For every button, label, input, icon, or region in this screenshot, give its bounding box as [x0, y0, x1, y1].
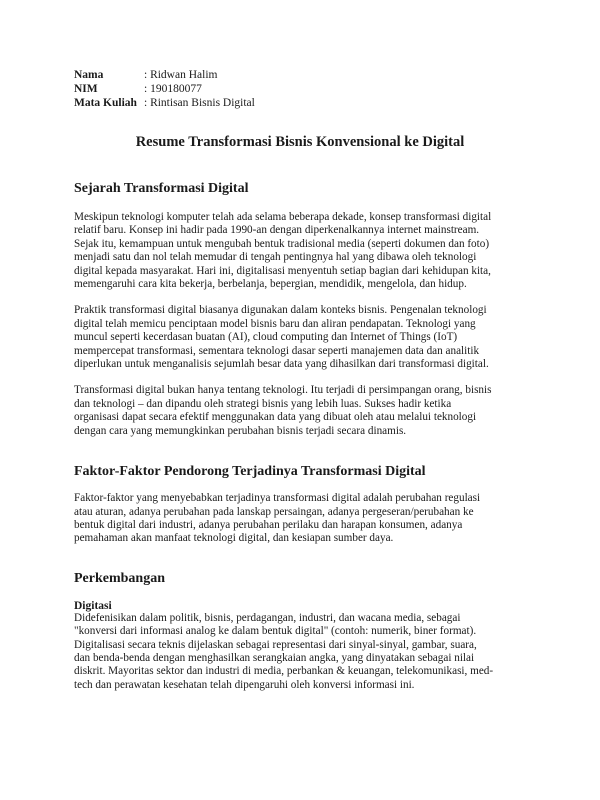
text-line: Transformasi digital bukan hanya tentang teknologi. Itu terjadi di persimpangan orang, bisnis: [74, 384, 492, 397]
section-heading-perkembangan: Perkembangan: [74, 570, 165, 586]
text-line: relatif baru. Konsep ini hadir pada 1990-an dengan diperkenalkannya internet mainstream.: [74, 224, 480, 237]
text-line: organisasi dapat secara efektif menggunakan data yang dibuat oleh atau melalui teknologi: [74, 411, 477, 424]
nim-value: : 190180077: [144, 83, 202, 95]
student-info: [74, 68, 526, 110]
paragraph-digitasi-1: [74, 612, 526, 692]
text-line: "konversi dari informasi analog ke dalam bentuk digital" (contoh: numerik, biner format).: [74, 625, 477, 638]
nama-label: Nama: [74, 69, 104, 81]
text-line: Digitalisasi secara teknis dijelaskan sebagai representasi dari sinyal-sinyal, gambar, suara,: [74, 638, 477, 651]
text-line: muncul seperti kecerdasan buatan (AI), cloud computing dan Internet of Things (IoT): [74, 331, 458, 344]
mata-kuliah-value: : Rintisan Bisnis Digital: [144, 97, 255, 109]
text-line: atau aturan, adanya perubahan pada lanskap persaingan, adanya pergeseran/perubahan ke: [74, 505, 474, 518]
text-line: dengan cara yang memungkinkan perubahan bisnis terjadi secara dinamis.: [74, 424, 407, 437]
meta-row-mata-kuliah: [74, 96, 526, 110]
text-line: diskrit. Mayoritas sektor dan industri di media, perbankan & keuangan, telekomunikasi, med-: [74, 665, 494, 678]
text-line: mempercepat transformasi, sementara teknologi dasar seperti manajemen data dan analitik: [74, 344, 480, 357]
text-line: menjadi satu dan nol telah memudar di tengah pentingnya hal yang dibawa oleh teknologi: [74, 251, 477, 264]
text-line: bentuk digital dari industri, adanya perubahan perilaku dan harapan konsumen, adanya: [74, 518, 463, 531]
nim-label: NIM: [74, 83, 98, 95]
text-line: digital kepada masyarakat. Hari ini, digitalisasi menyentuh setiap bagian dari kehidupan kita,: [74, 264, 491, 277]
text-line: dan benda-benda dengan menghasilkan serangkaian angka, yang dinyatakan sebagai nilai: [74, 651, 475, 664]
subheading-digitasi: Digitasi: [74, 599, 112, 612]
document-page: [74, 68, 526, 692]
text-line: Praktik transformasi digital biasanya digunakan dalam konteks bisnis. Pengenalan teknologi: [74, 304, 487, 317]
text-line: pemahaman akan manfaat teknologi digital, dan kesiapan sumber daya.: [74, 532, 394, 545]
text-line: Didefenisikan dalam politik, bisnis, perdagangan, industri, dan wacana media, sebagai: [74, 611, 461, 624]
text-line: tech dan perawatan kesehatan telah dipengaruhi oleh konversi informasi ini.: [74, 678, 415, 691]
text-line: dan teknologi – dan dipandu oleh strategi bisnis yang lebih luas. Sukses hadir ketika: [74, 397, 452, 410]
text-line: Sejak itu, kemampuan untuk mengubah bentuk tradisional media (seperti dokumen dan foto): [74, 237, 490, 250]
meta-row-nama: [74, 68, 526, 82]
text-line: memengaruhi cara kita bekerja, berbelanja, bepergian, mendidik, mengelola, dan hidup.: [74, 278, 467, 291]
text-line: digital telah memicu penciptaan model bisnis baru dan aliran pendapatan. Teknologi yang: [74, 317, 476, 330]
document-title: Resume Transformasi Bisnis Konvensional ke Digital: [135, 134, 465, 150]
paragraph-sejarah-1: [74, 211, 526, 291]
paragraph-sejarah-3: [74, 384, 526, 438]
section-heading-sejarah: Sejarah Transformasi Digital: [74, 181, 249, 196]
paragraph-sejarah-2: [74, 304, 526, 371]
mata-kuliah-label: Mata Kuliah: [74, 97, 137, 109]
meta-row-nim: [74, 82, 526, 96]
nama-value: : Ridwan Halim: [144, 69, 218, 81]
text-line: diperlukan untuk menganalisis sejumlah besar data yang dihasilkan dari transformasi digital.: [74, 358, 489, 371]
text-line: Meskipun teknologi komputer telah ada selama beberapa dekade, konsep transformasi digital: [74, 211, 492, 223]
paragraph-faktor-1: [74, 492, 526, 546]
section-heading-faktor: Faktor-Faktor Pendorong Terjadinya Transformasi Digital: [74, 464, 426, 480]
text-line: Faktor-faktor yang menyebabkan terjadinya transformasi digital adalah perubahan regulasi: [74, 492, 481, 505]
